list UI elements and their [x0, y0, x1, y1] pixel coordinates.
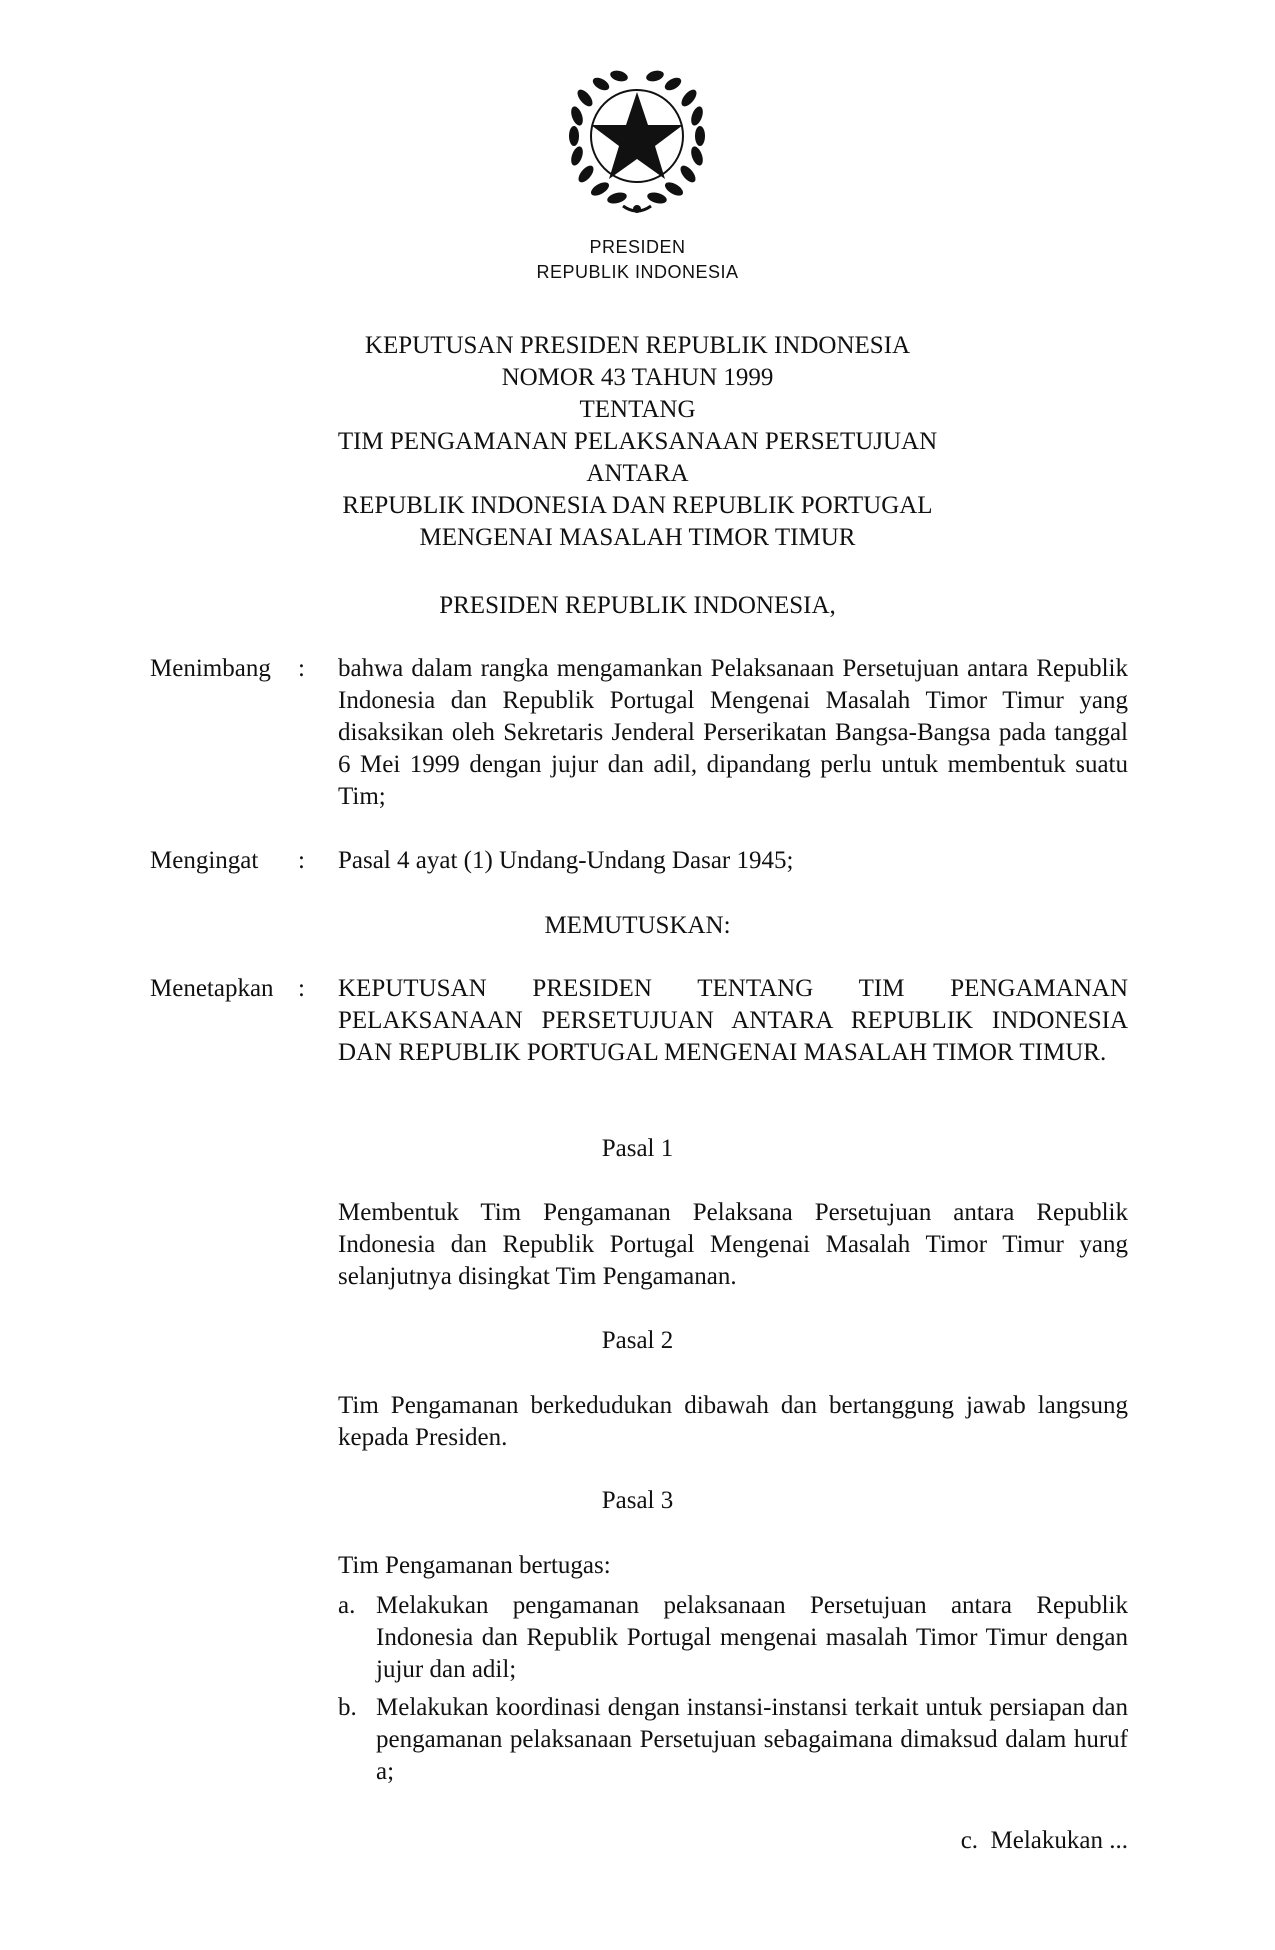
mengingat-text: Pasal 4 ayat (1) Undang-Undang Dasar 1945;	[338, 847, 794, 874]
pasal-2-heading: Pasal 2	[601, 1327, 674, 1354]
title-line: TENTANG	[579, 396, 696, 423]
mengingat-colon: :	[298, 847, 305, 874]
pasal-3-intro: Tim Pengamanan bertugas:	[338, 1552, 611, 1579]
pasal-2-text: Tim Pengamanan berkedudukan dibawah dan bertanggung jawab langsung kepada Presiden.	[338, 1392, 1128, 1451]
issuer-line-2: REPUBLIK INDONESIA	[536, 262, 739, 282]
pasal-1-text: Membentuk Tim Pengamanan Pelaksana Persetujuan antara Republik Indonesia dan Republik Portugal Mengenai Masalah Timor Timur yang selanjutnya disingkat Tim Pengamanan.	[338, 1199, 1128, 1290]
mengingat-label: Mengingat	[150, 847, 259, 874]
pasal-1-heading: Pasal 1	[601, 1135, 674, 1162]
presidential-seal-icon	[555, 58, 719, 222]
title-line: ANTARA	[586, 460, 689, 487]
memutuskan-heading: MEMUTUSKAN:	[544, 912, 731, 939]
menimbang-label: Menimbang	[150, 655, 271, 682]
menetapkan-colon: :	[298, 975, 305, 1002]
title-line: NOMOR 43 TAHUN 1999	[501, 364, 774, 391]
list-item-text: Melakukan pengamanan pelaksanaan Persetujuan antara Republik Indonesia dan Republik Portugal mengenai masalah Timor Timur dengan jujur dan adil;	[376, 1592, 1128, 1683]
menetapkan-text: KEPUTUSAN PRESIDEN TENTANG TIM PENGAMANAN PELAKSANAAN PERSETUJUAN ANTARA REPUBLIK INDONESIA DAN REPUBLIK PORTUGAL MENGENAI MASALAH TIMOR TIMUR.	[338, 975, 1128, 1066]
menimbang-text: bahwa dalam rangka mengamankan Pelaksanaan Persetujuan antara Republik Indonesia dan Republik Portugal Mengenai Masalah Timor Timur yang disaksikan oleh Sekretaris Jenderal Perserikatan Bangsa-Bangsa pada tanggal 6 Mei 1999 dengan jujur dan adil, dipandang perlu untuk membentuk suatu Tim;	[338, 655, 1128, 810]
document-title	[0, 330, 1275, 554]
title-line: TIM PENGAMANAN PELAKSANAAN PERSETUJUAN	[337, 428, 938, 455]
issuer-line-1: PRESIDEN	[589, 237, 686, 257]
menimbang-colon: :	[298, 655, 305, 682]
list-marker: b.	[338, 1694, 357, 1721]
page-continuation-note: c. Melakukan ...	[960, 1827, 1128, 1854]
pasal-3-heading: Pasal 3	[601, 1487, 674, 1514]
title-line: REPUBLIK INDONESIA DAN REPUBLIK PORTUGAL	[342, 492, 933, 519]
list-item-text: Melakukan koordinasi dengan instansi-instansi terkait untuk persiapan dan pengamanan pelaksanaan Persetujuan sebagaimana dimaksud dalam huruf a;	[376, 1694, 1128, 1785]
title-line: MENGENAI MASALAH TIMOR TIMUR	[419, 524, 856, 551]
title-line: KEPUTUSAN PRESIDEN REPUBLIK INDONESIA	[364, 332, 911, 359]
menetapkan-label: Menetapkan	[150, 975, 274, 1002]
opening-line: PRESIDEN REPUBLIK INDONESIA,	[439, 592, 836, 619]
list-marker: a.	[338, 1592, 356, 1619]
